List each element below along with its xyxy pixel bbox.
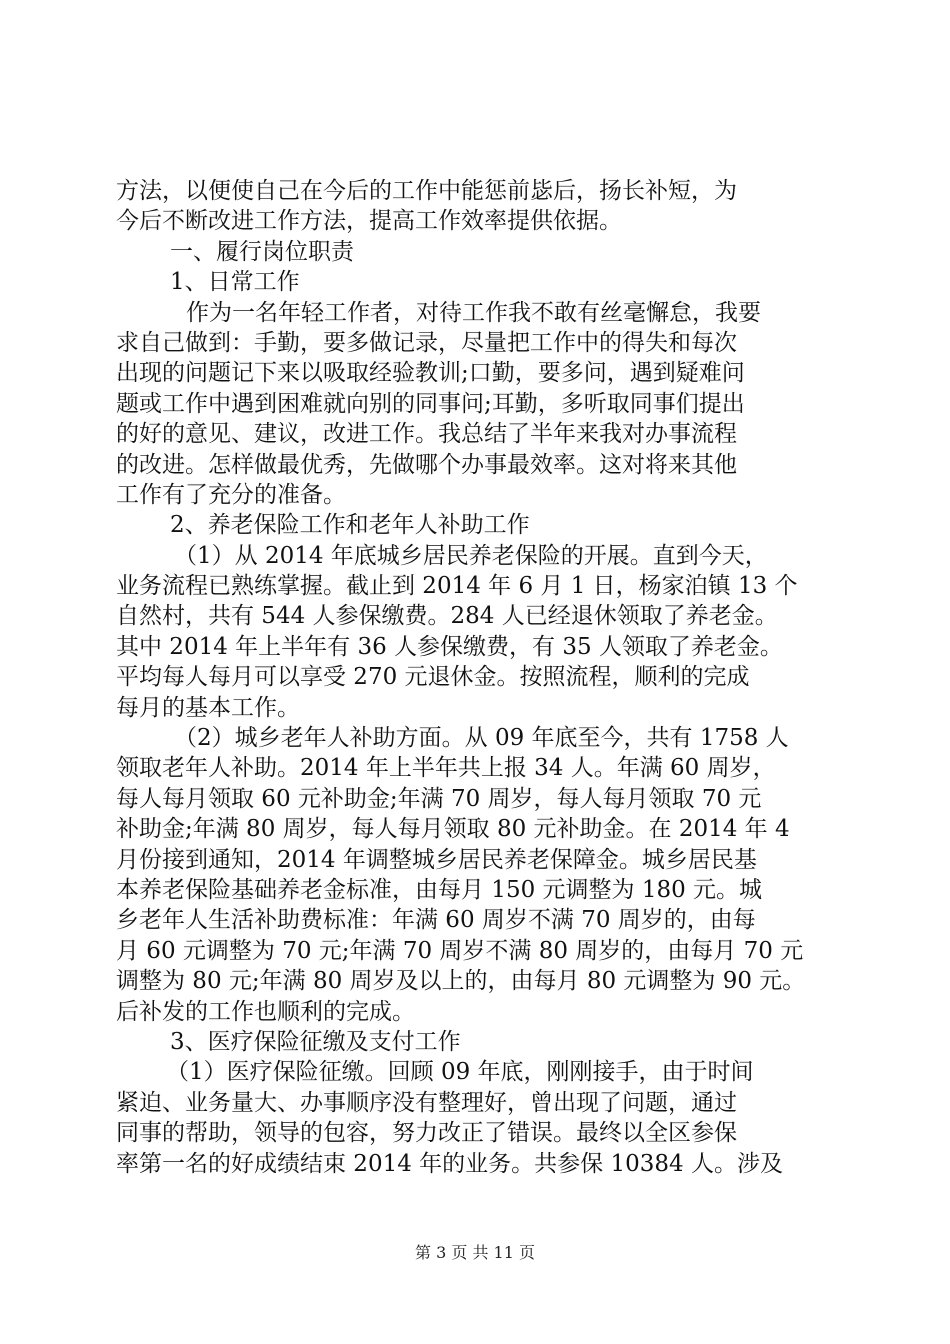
text-line: 3、医疗保险征缴及支付工作 [170,1028,461,1055]
text-line: （1）医疗保险征缴。回顾 09 年底，刚刚接手，由于时间 [166,1059,754,1086]
text-line: 题或工作中遇到困难就向别的同事问;耳勤，多听取同事们提出 [116,390,745,417]
text-line: 同事的帮助，领导的包容，努力改正了错误。最终以全区参保 [116,1120,737,1147]
text-line: 今后不断改进工作方法，提高工作效率提供依据。 [116,208,622,235]
page-footer: 第 3 页 共 11 页 [415,1243,535,1262]
text-line: 的改进。怎样做最优秀，先做哪个办事最效率。这对将来其他 [116,451,737,478]
text-line: 2、养老保险工作和老年人补助工作 [170,512,530,539]
text-line: 紧迫、业务量大、办事顺序没有整理好，曾出现了问题，通过 [116,1089,737,1116]
text-line: 领取老年人补助。2014 年上半年共上报 34 人。年满 60 周岁， [116,755,776,782]
text-line: 后补发的工作也顺利的完成。 [116,998,415,1025]
text-line: 每人每月领取 60 元补助金;年满 70 周岁，每人每月领取 70 元 [116,785,762,812]
text-line: 每月的基本工作。 [116,694,300,721]
text-line: 方法，以便使自己在今后的工作中能惩前毖后，扬长补短，为 [116,178,737,204]
text-line: 作为一名年轻工作者，对待工作我不敢有丝毫懈怠，我要 [186,299,761,326]
text-line: （2）城乡老年人补助方面。从 09 年底至今，共有 1758 人 [174,725,789,752]
text-line: 的好的意见、建议，改进工作。我总结了半年来我对办事流程 [116,421,737,448]
text-line: （1）从 2014 年底城乡居民养老保险的开展。直到今天， [174,542,768,569]
text-line: 1、日常工作 [170,269,300,296]
text-line: 其中 2014 年上半年有 36 人参保缴费，有 35 人领取了养老金。 [116,633,783,660]
text-line: 调整为 80 元;年满 80 周岁及以上的，由每月 80 元调整为 90 元。 [116,968,806,995]
text-line: 出现的问题记下来以吸取经验教训;口勤，要多问，遇到疑难问 [116,360,745,387]
text-line: 补助金;年满 80 周岁，每人每月领取 80 元补助金。在 2014 年 4 [116,816,790,843]
text-line: 本养老保险基础养老金标准，由每月 150 元调整为 180 元。城 [116,876,763,903]
text-line: 率第一名的好成绩结束 2014 年的业务。共参保 10384 人。涉及 [116,1150,783,1177]
body-text [116,176,852,1179]
text-line: 乡老年人生活补助费标准：年满 60 周岁不满 70 周岁的，由每 [116,907,756,934]
text-line: 业务流程已熟练掌握。截止到 2014 年 6 月 1 日，杨家泊镇 13 个 [116,573,798,600]
text-line: 工作有了充分的准备。 [116,481,346,508]
text-line: 月份接到通知，2014 年调整城乡居民养老保障金。城乡居民基 [116,846,757,873]
text-line: 求自己做到：手勤，要多做记录，尽量把工作中的得失和每次 [116,329,737,356]
text-line: 月 60 元调整为 70 元;年满 70 周岁不满 80 周岁的，由每月 70 元 [116,937,804,964]
text-line: 一、履行岗位职责 [170,238,354,265]
text-line: 自然村，共有 544 人参保缴费。284 人已经退休领取了养老金。 [116,603,778,630]
text-line: 平均每人每月可以享受 270 元退休金。按照流程，顺利的完成 [116,664,750,691]
